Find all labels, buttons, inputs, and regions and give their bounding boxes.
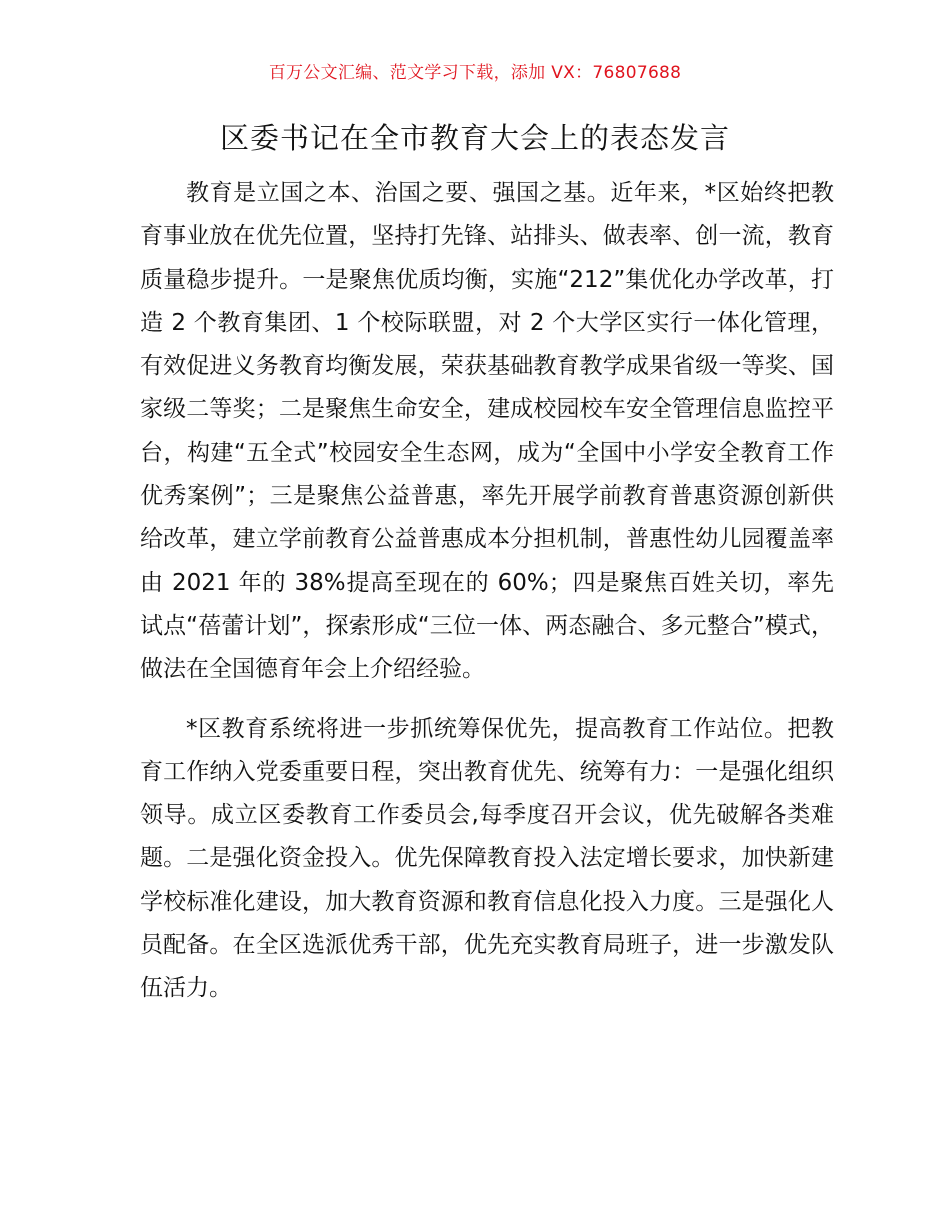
paragraph-1: 教育是立国之本、治国之要、强国之基。近年来，*区始终把教育事业放在优先位置，坚持打先锋、站排头、做表率、创一流，教育质量稳步提升。一是聚焦优质均衡，实施“212”集优化办学改革，打造 2 个教育集团、1 个校际联盟，对 2 个大学区实行一体化管理，有效促进义务教育均衡发展，荣获基础教育教学成果省级一等奖、国家级二等奖；二是聚焦生命安全，建成校园校车安全管理信息监控平台，构建“五全式”校园安全生态网，成为“全国中小学安全教育工作优秀案例”；三是聚焦公益普惠，率先开展学前教育普惠资源创新供给改革，建立学前教育公益普惠成本分担机制，普惠性幼儿园覆盖率由 2021 年的 38%提高至现在的 60%；四是聚焦百姓关切，率先试点“蓓蕾计划”，探索形成“三位一体、两态融合、多元整合”模式，做法在全国德育年会上介绍经验。: [140, 180, 834, 683]
promo-banner: 百万公文汇编、范文学习下载，添加 VX：76807688: [268, 63, 682, 83]
page-title: 区委书记在全市教育大会上的表态发言: [219, 121, 730, 155]
paragraph-2: *区教育系统将进一步抓统筹保优先，提高教育工作站位。把教育工作纳入党委重要日程，突出教育优先、统筹有力：一是强化组织领导。成立区委教育工作委员会,每季度召开会议，优先破解各类难题。二是强化资金投入。优先保障教育投入法定增长要求，加快新建学校标准化建设，加大教育资源和教育信息化投入力度。三是强化人员配备。在全区选派优秀干部，优先充实教育局班子，进一步激发队伍活力。: [140, 715, 834, 1002]
document-body: [140, 172, 834, 1011]
